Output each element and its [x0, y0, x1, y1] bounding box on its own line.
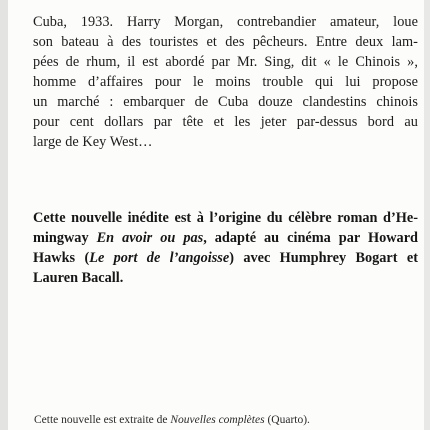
source-footnote	[34, 413, 414, 427]
blurb-text: , adapté au cinéma par Howard	[203, 230, 418, 246]
synopsis-line: Cuba, 1933. Harry Morgan, contrebandier amateur, loue	[33, 14, 418, 30]
blurb-line	[33, 248, 418, 268]
blurb-line	[33, 228, 418, 248]
synopsis-paragraph	[33, 12, 418, 152]
blurb-line	[33, 268, 418, 288]
blurb-text: ) avec Humphrey Bogart et	[229, 250, 418, 266]
footnote-text: (Quarto).	[264, 414, 310, 426]
blurb-text: Cette nouvelle inédite est à l’origine du célèbre roman d’He-	[33, 210, 418, 226]
synopsis-line: pour cent dollars par tête et les jeter par-dessus bord au	[33, 114, 418, 130]
footnote-text: Cette nouvelle est extraite de	[34, 414, 171, 426]
synopsis-line: large de Key West…	[33, 134, 153, 150]
blurb-text: mingway	[33, 230, 97, 246]
blurb-text: Hawks (	[33, 250, 90, 266]
blurb-paragraph	[33, 208, 418, 288]
blurb-line	[33, 208, 418, 228]
novel-title: En avoir ou pas	[96, 230, 204, 246]
synopsis-line: son bateau à des touristes et des pêcheurs. Entre deux lam-	[33, 34, 418, 50]
blurb-text: Lauren Bacall.	[33, 270, 124, 286]
film-title: Le port de l’angoisse	[89, 250, 230, 266]
synopsis-line: un marché : embarquer de Cuba douze clandestins chinois	[33, 94, 418, 110]
synopsis-line: pées de rhum, il est abordé par Mr. Sing, dit « le Chinois »,	[33, 54, 418, 70]
collection-title: Nouvelles complètes	[170, 414, 265, 426]
synopsis-line: homme d’affaires pour le moins trouble qui lui propose	[33, 74, 418, 90]
